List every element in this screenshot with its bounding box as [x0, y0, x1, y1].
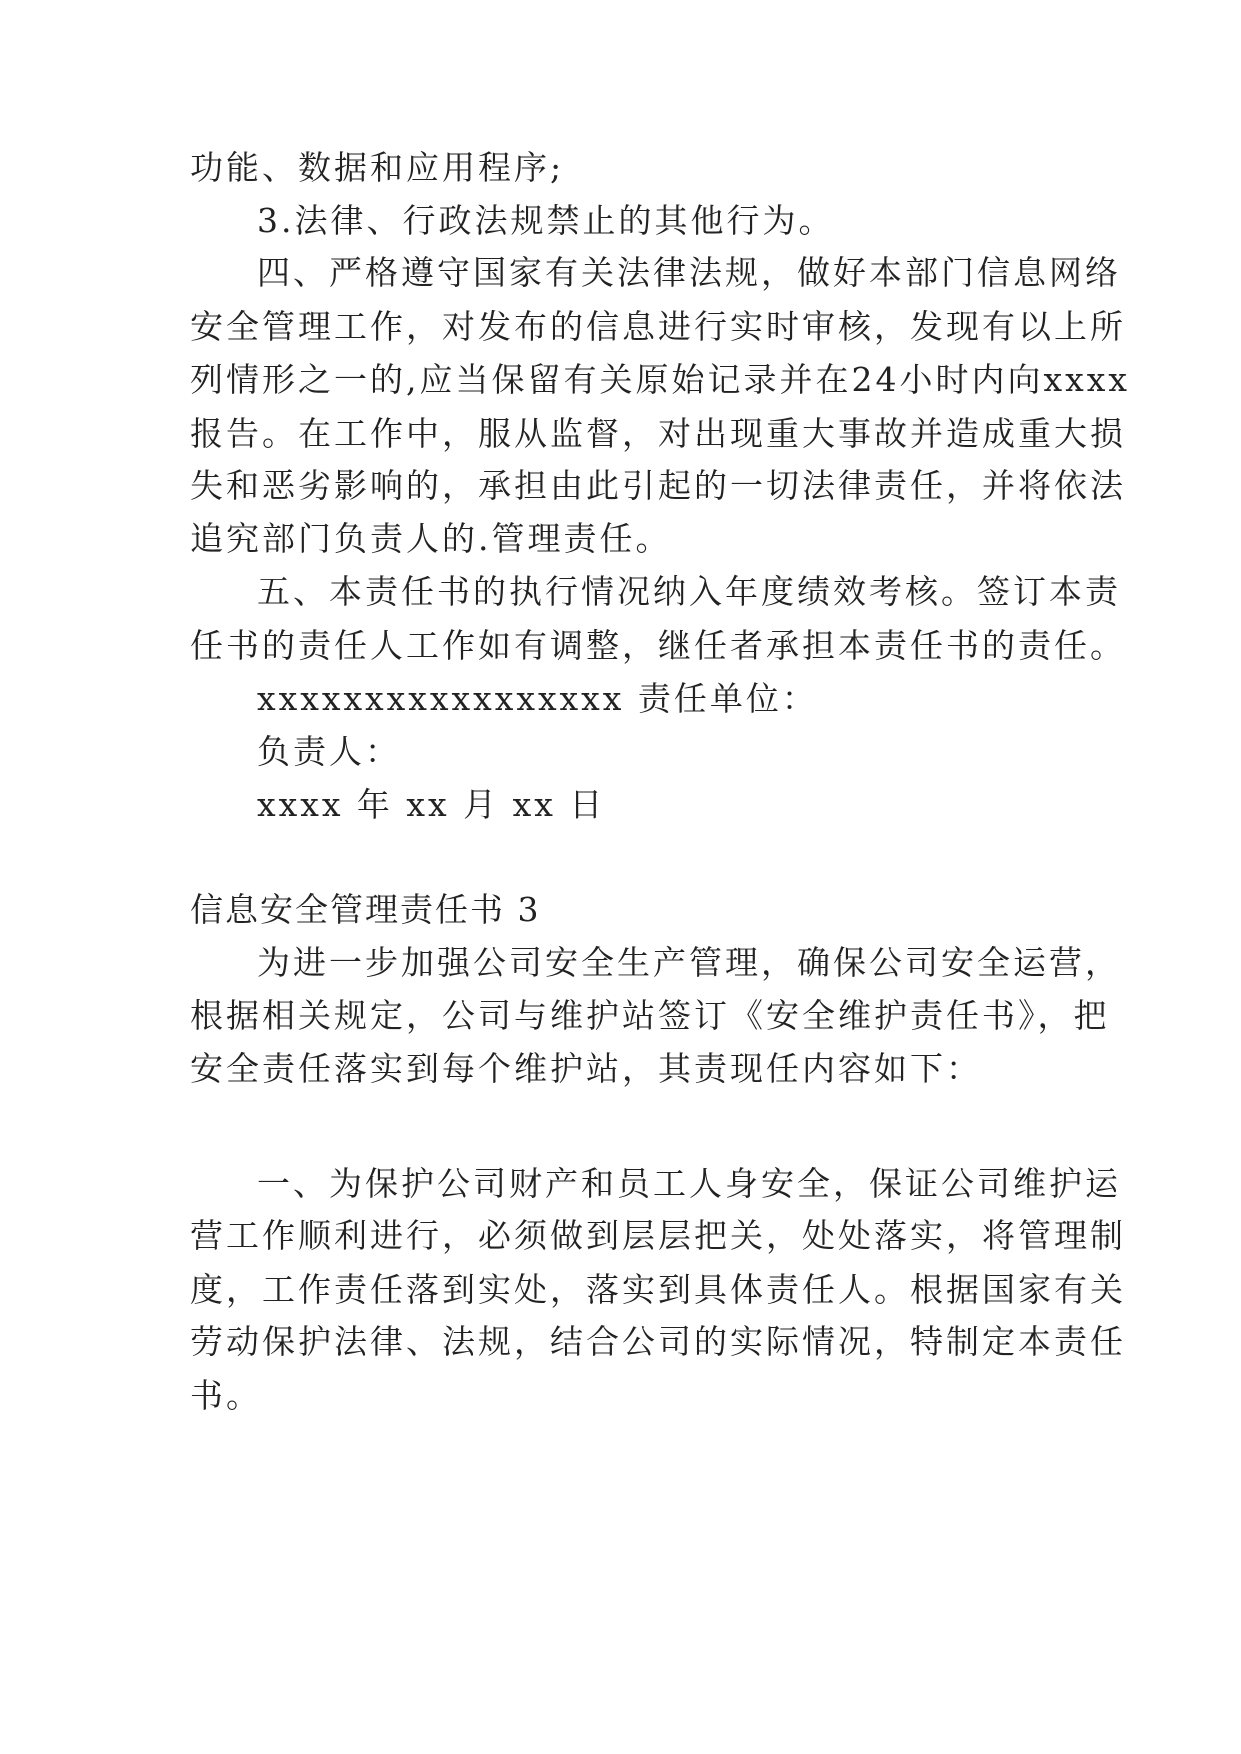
text-line: 安全责任落实到每个维护站，其责现任内容如下： — [190, 1049, 982, 1088]
text-line: 3.法律、行政法规禁止的其他行为。 — [257, 201, 835, 240]
text-line: 书。 — [190, 1376, 262, 1415]
section-title: 信息安全管理责任书 3 — [190, 890, 541, 929]
text-line: 负责人： — [257, 732, 401, 771]
text-line: xxxx 年 xx 月 xx 日 — [257, 785, 606, 824]
text-line: 失和恶劣影响的，承担由此引起的一切法律责任，并将依法 — [190, 466, 1126, 505]
text-line: 劳动保护法律、法规，结合公司的实际情况，特制定本责任 — [190, 1322, 1126, 1361]
text-line: 五、本责任书的执行情况纳入年度绩效考核。签订本责 — [257, 572, 1121, 611]
text-line: xxxxxxxxxxxxxxxxx 责任单位： — [257, 679, 818, 718]
text-line: 根据相关规定，公司与维护站签订《安全维护责任书》，把 — [190, 996, 1110, 1035]
text-line: 度，工作责任落到实处，落实到具体责任人。根据国家有关 — [190, 1270, 1126, 1309]
text-line: 一、为保护公司财产和员工人身安全，保证公司维护运 — [257, 1164, 1121, 1203]
text-line: 追究部门负责人的.管理责任。 — [190, 519, 672, 558]
text-line: 列情形之一的,应当保留有关原始记录并在24小时内向xxxx — [190, 360, 1130, 399]
text-line: 任书的责任人工作如有调整，继任者承担本责任书的责任。 — [190, 626, 1126, 665]
text-line: 功能、数据和应用程序; — [190, 148, 565, 187]
text-line: 安全管理工作，对发布的信息进行实时审核，发现有以上所 — [190, 307, 1126, 346]
text-line: 为进一步加强公司安全生产管理，确保公司安全运营， — [257, 943, 1121, 982]
text-line: 四、严格遵守国家有关法律法规，做好本部门信息网络 — [257, 253, 1121, 292]
text-line: 营工作顺利进行，必须做到层层把关，处处落实，将管理制 — [190, 1216, 1126, 1255]
text-line: 报告。在工作中，服从监督，对出现重大事故并造成重大损 — [190, 414, 1126, 453]
